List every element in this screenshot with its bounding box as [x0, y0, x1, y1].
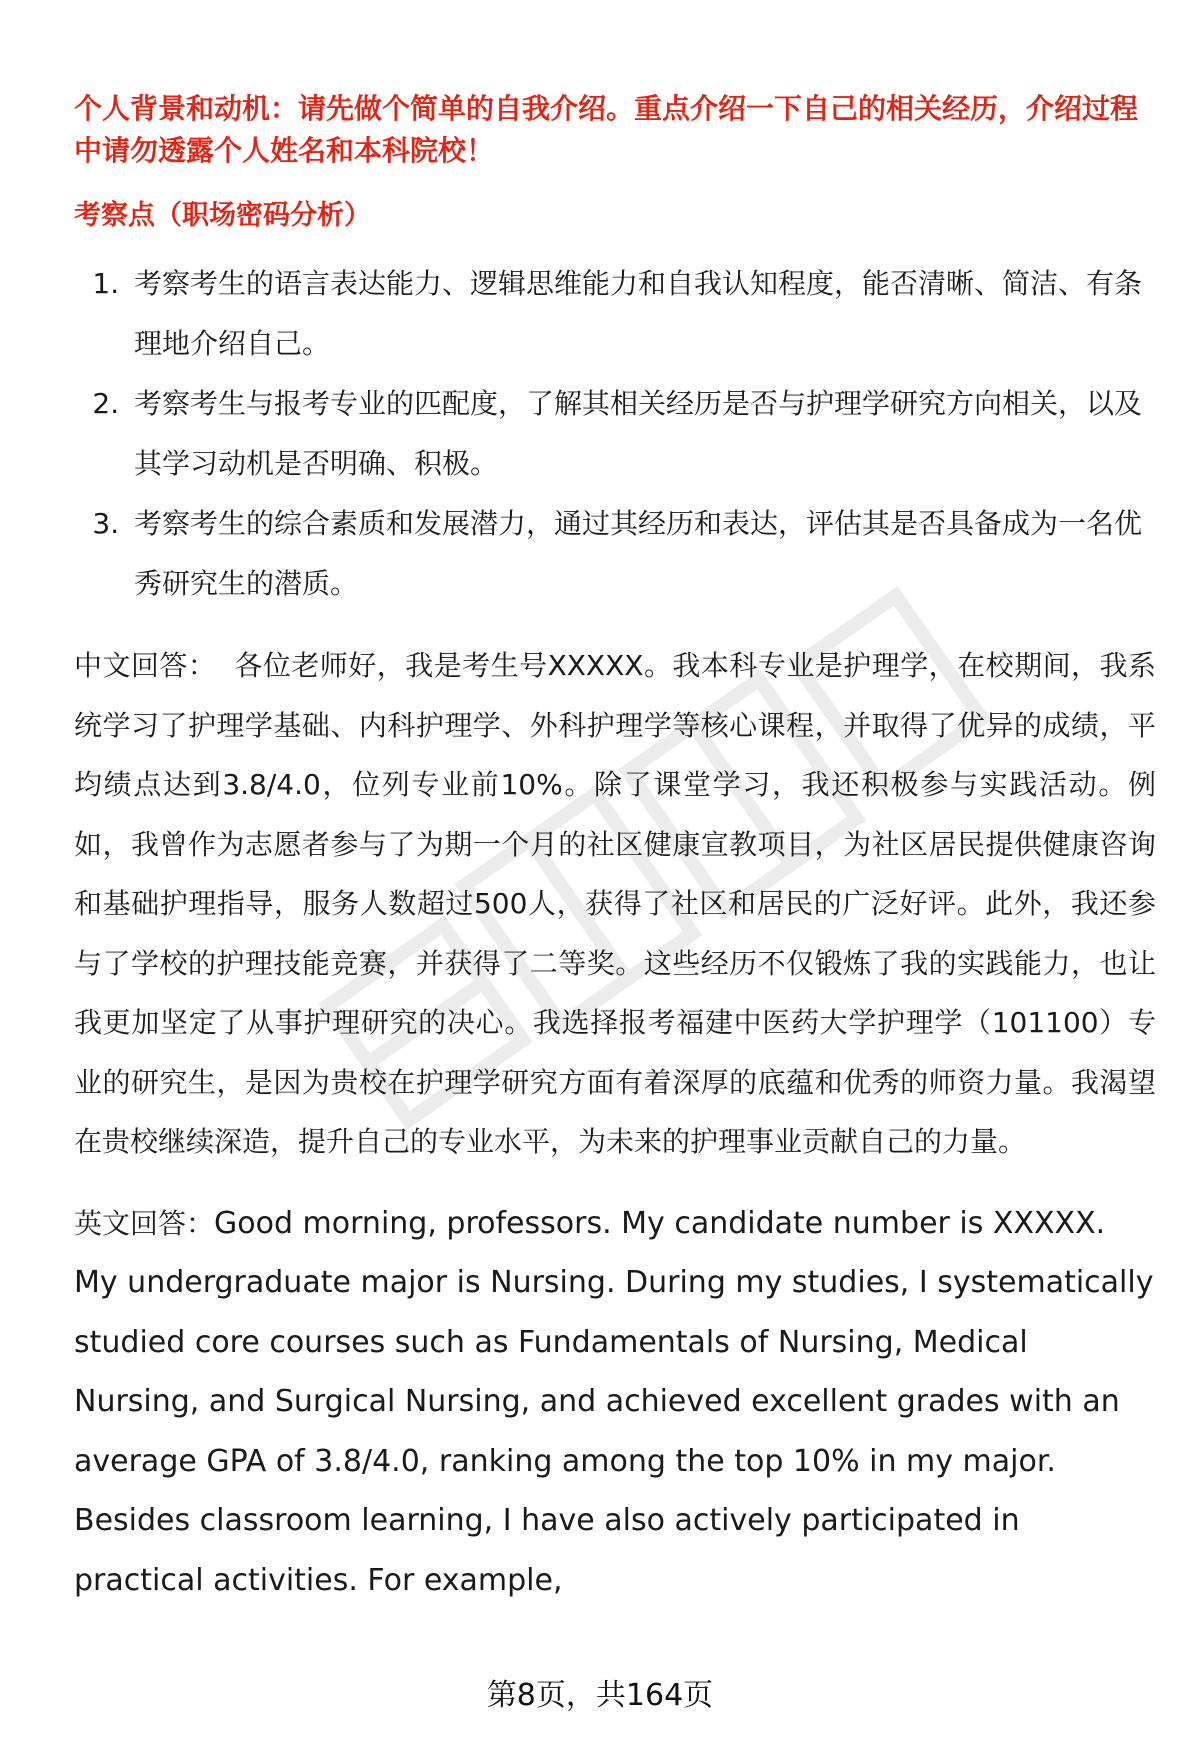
english-answer-text: Good morning, professors. My candidate number is XXXXX. My undergraduate major is Nursing. During my studies, I systematically studied core courses such as Fundamentals of Nursing, Medical Nursing, and Surgical Nursing, and achieved excellent grades with an average GPA of 3.8/4.0, ranking among the top 10% in my major. Besides classroom learning, I have also actively participated in practical activities. For example, [74, 1205, 1154, 1598]
chinese-answer [74, 636, 1156, 1172]
english-answer [74, 1194, 1156, 1611]
page-number-footer: 第8页，共164页 [486, 1678, 714, 1713]
assessment-point-2: 2. 考察考生与报考专业的匹配度，了解其相关经历是否与护理学研究方向相关，以及其学习动机是否明确、积极。 [128, 374, 1156, 494]
chinese-answer-text: 各位老师好，我是考生号XXXXX。我本科专业是护理学，在校期间，我系统学习了护理学基础、内科护理学、外科护理学等核心课程，并取得了优异的成绩，平均绩点达到3.8/4.0，位列专业前10%。除了课堂学习，我还积极参与实践活动。例如，我曾作为志愿者参与了为期一个月的社区健康宣教项目，为社区居民提供健康咨询和基础护理指导，服务人数超过500人，获得了社区和居民的广泛好评。此外，我还参与了学校的护理技能竞赛，并获得了二等奖。这些经历不仅锻炼了我的实践能力，也让我更加坚定了从事护理研究的决心。我选择报考福建中医药大学护理学（101100）专业的研究生，是因为贵校在护理学研究方面有着深厚的底蕴和优秀的师资力量。我渴望在贵校继续深造，提升自己的专业水平，为未来的护理事业贡献自己的力量。 [74, 649, 1156, 1158]
assessment-points-list [74, 254, 1156, 614]
english-answer-label: 英文回答： [74, 1206, 215, 1240]
main-content [74, 88, 1156, 1610]
chinese-answer-label: 中文回答： [74, 649, 217, 682]
question-heading: 个人背景和动机：请先做个简单的自我介绍。重点介绍一下自己的相关经历，介绍过程中请勿透露个人姓名和本科院校！ [74, 92, 1139, 167]
assessment-point-1: 1. 考察考生的语言表达能力、逻辑思维能力和自我认知程度，能否清晰、简洁、有条理地介绍自己。 [128, 254, 1156, 374]
assessment-point-3: 3. 考察考生的综合素质和发展潜力，通过其经历和表达，评估其是否具备成为一名优秀研究生的潜质。 [128, 494, 1156, 614]
assessment-points-heading: 考察点（职场密码分析） [74, 200, 371, 231]
